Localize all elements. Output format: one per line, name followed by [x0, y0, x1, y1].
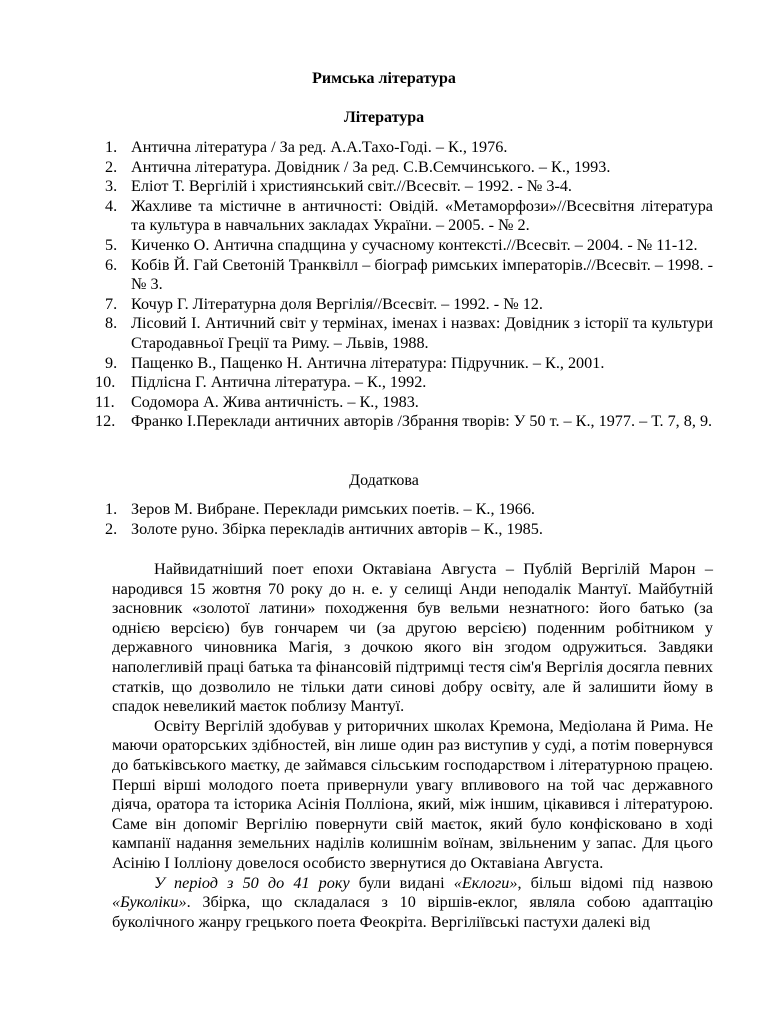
main-reference-list: [95, 138, 713, 432]
reference-text: Антична література. Довідник / За ред. С.В.Семчинського. – К., 1993.: [131, 157, 611, 176]
reference-number: 11.: [95, 392, 115, 411]
paragraph-birth: Найвидатніший поет епохи Октавіана Августа – Публій Вергілій Марон – народився 15 жовтня 70 року до н. е. у селищі Анди неподалік Мантуї. Майбутній засновник «золотої латини» походження був вельми незнатного: його батько (за однією версією) був гончарем чи (за другою версією) поденним робітником у державного чиновника Магія, з дочкою якого він згодом одружиться. Завдяки наполегливій праці батька та фінансовій підтримці тестя сім'я Вергілія досягла певних статків, що дозволило не тільки дати синові добру освіту, але й залишити йому в спадок невеликий маєток поблизу Мантуї.: [112, 560, 713, 716]
reference-text: Лісовий І. Античний світ у термінах, іменах і назвах: Довідник з історії та культури Стародавньої Греції та Риму. – Львів, 1988.: [131, 314, 713, 352]
reference-number: 3.: [105, 177, 118, 196]
reference-item: [95, 197, 713, 236]
reference-item: [95, 354, 713, 374]
document-title: Римська література: [312, 70, 456, 87]
reference-text: Антична література / За ред. А.А.Тахо-Годі. – К., 1976.: [131, 138, 508, 156]
paragraph-text: , більш відомі під назвою: [517, 873, 714, 892]
reference-text: Кобів Й. Гай Светоній Транквілл – біограф римських імператорів.//Всесвіт. – 1998. - № 3.: [131, 255, 713, 294]
paragraph-text: . Збірка, що складалася з 10 віршів-еклог, являла собою адаптацію буколічного жанру грецького поета Феокріта. Вергіліївські пастухи далекі від: [112, 893, 713, 931]
paragraph-education: Освіту Вергілій здобував у риторичних школах Кремона, Медіолана й Рима. Не маючи ораторських здібностей, він лише один раз виступив у суді, а потім повернувся до батьківського маєтку, де займався сільським господарством і літературною працею. Перші вірші молодого поета привернули увагу впливового на той час державного діяча, оратора та історика Асінія Полліона, який, між іншим, цікавився і літературою. Саме він допоміг Вергілію повернути свій маєток, який було конфісковано в ході кампанії надання земельних наділів колишнім воїнам, звільненим у запас. Для цього Асінію І Іолліону довелося особисто звернутися до Октавіана Августа.: [112, 716, 713, 872]
reference-item: [95, 158, 713, 178]
reference-item: [95, 412, 713, 432]
reference-number: 10.: [95, 373, 116, 392]
reference-number: 8.: [105, 314, 118, 333]
reference-number: 1.: [105, 138, 118, 156]
reference-item: [95, 314, 713, 353]
reference-text: Золоте руно. Збірка перекладів античних авторів – К., 1985.: [131, 519, 543, 538]
additional-heading: Додаткова: [349, 472, 419, 489]
paragraph-text: були видані: [349, 873, 454, 892]
eclogues-title: «Еклоги»: [453, 873, 518, 892]
reference-item: [95, 236, 713, 256]
paragraph-eclogues: [112, 874, 713, 933]
additional-reference-list: [95, 500, 713, 539]
reference-item: [95, 500, 713, 520]
reference-number: 12.: [95, 412, 116, 431]
reference-text: Содомора А. Жива античність. – К., 1983.: [131, 392, 419, 411]
reference-item: [95, 256, 713, 295]
reference-item: [95, 177, 713, 197]
reference-number: 9.: [105, 353, 118, 372]
reference-number: 5.: [105, 235, 118, 254]
reference-text: Еліот Т. Вергілій і християнський світ.//Всесвіт. – 1992. - № 3-4.: [131, 177, 572, 196]
reference-item: [95, 138, 713, 158]
reference-text: Пащенко В., Пащенко Н. Антична література: Підручник. – К., 2001.: [131, 353, 605, 372]
reference-item: [95, 373, 713, 393]
reference-number: 7.: [105, 294, 118, 313]
reference-text: Жахливе та містичне в античності: Овідій. «Метаморфози»//Всесвітня література та культура в навчальних закладах України. – 2005. - № 2.: [131, 196, 713, 235]
reference-text: Зеров М. Вибране. Переклади римських поетів. – К., 1966.: [131, 500, 535, 518]
reference-item: [95, 393, 713, 413]
reference-item: [95, 520, 713, 540]
period-italic: У період з 50 до 41 року: [154, 873, 350, 892]
reference-text: Підлісна Г. Антична література. – К., 1992.: [131, 373, 427, 392]
reference-item: [95, 295, 713, 315]
reference-number: 2.: [105, 157, 118, 176]
reference-number: 2.: [105, 519, 118, 538]
bucolics-title: «Буколіки»: [112, 893, 187, 912]
literature-heading: Література: [343, 109, 425, 126]
reference-text: Кочур Г. Літературна доля Вергілія//Всесвіт. – 1992. - № 12.: [131, 294, 543, 313]
reference-number: 1.: [105, 500, 118, 518]
reference-text: Франко І.Переклади античних авторів /Збрання творів: У 50 т. – К., 1977. – Т. 7, 8, 9.: [131, 412, 713, 431]
reference-text: Киченко О. Антична спадщина у сучасному контексті.//Всесвіт. – 2004. - № 11-12.: [131, 235, 698, 254]
body-text: [112, 560, 713, 932]
reference-number: 6.: [105, 255, 118, 274]
reference-number: 4.: [105, 196, 118, 215]
